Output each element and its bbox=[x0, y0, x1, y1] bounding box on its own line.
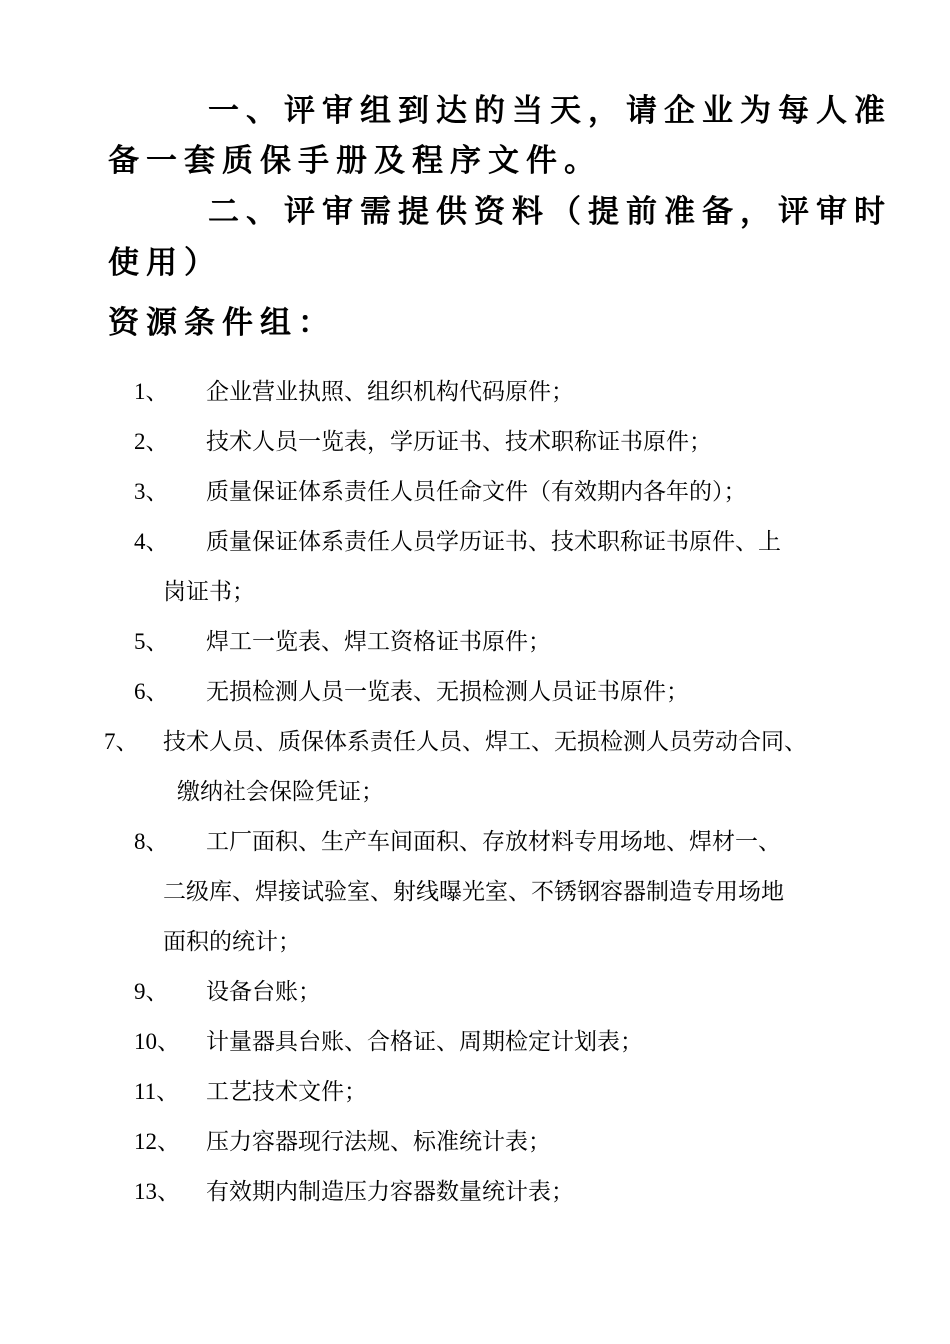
item-text: 质量保证体系责任人员学历证书、技术职称证书原件、上 bbox=[206, 529, 781, 554]
paragraph-1-line-1 bbox=[108, 86, 892, 136]
section-title: 资源条件组： bbox=[108, 305, 336, 341]
item-text: 技术人员、质保体系责任人员、焊工、无损检测人员劳动合同、 bbox=[163, 729, 807, 754]
item-text: 技术人员一览表，学历证书、技术职称证书原件； bbox=[206, 429, 712, 454]
item-number: 1、 bbox=[134, 379, 169, 404]
item-text: 岗证书； bbox=[163, 579, 255, 604]
paragraph-1-line-2: 备一套质保手册及程序文件。 bbox=[108, 143, 602, 179]
item-text: 二级库、焊接试验室、射线曝光室、不锈钢容器制造专用场地 bbox=[163, 879, 784, 904]
item-number: 4、 bbox=[134, 529, 169, 554]
item-number: 3、 bbox=[134, 479, 169, 504]
item-number: 8、 bbox=[134, 829, 169, 854]
item-text: 面积的统计； bbox=[163, 929, 301, 954]
item-text: 设备台账； bbox=[206, 979, 321, 1004]
item-text: 有效期内制造压力容器数量统计表； bbox=[206, 1179, 574, 1204]
item-number: 6、 bbox=[134, 679, 169, 704]
item-text: 工艺技术文件； bbox=[206, 1079, 367, 1104]
item-number: 9、 bbox=[134, 979, 169, 1004]
item-number: 12、 bbox=[134, 1129, 180, 1154]
item-text: 工厂面积、生产车间面积、存放材料专用场地、焊材一、 bbox=[206, 829, 781, 854]
item-number: 5、 bbox=[134, 629, 169, 654]
item-text: 无损检测人员一览表、无损检测人员证书原件； bbox=[206, 679, 689, 704]
item-text: 焊工一览表、焊工资格证书原件； bbox=[206, 629, 551, 654]
item-text: 企业营业执照、组织机构代码原件； bbox=[206, 379, 574, 404]
item-text: 压力容器现行法规、标准统计表； bbox=[206, 1129, 551, 1154]
item-number: 7、 bbox=[104, 729, 139, 754]
paragraph-2-line-1 bbox=[108, 187, 892, 237]
paragraph-1-text: 一、评审组到达的当天，请企业为每人准 bbox=[208, 93, 892, 129]
item-text: 缴纳社会保险凭证； bbox=[177, 779, 384, 804]
item-text: 质量保证体系责任人员任命文件（有效期内各年的）； bbox=[206, 479, 747, 504]
item-number: 13、 bbox=[134, 1179, 180, 1204]
item-number: 10、 bbox=[134, 1029, 180, 1054]
paragraph-2-text: 二、评审需提供资料（提前准备，评审时 bbox=[208, 194, 892, 230]
item-number: 11、 bbox=[134, 1079, 180, 1104]
paragraph-2-line-2: 使用） bbox=[108, 245, 222, 281]
item-number: 2、 bbox=[134, 429, 169, 454]
item-text: 计量器具台账、合格证、周期检定计划表； bbox=[206, 1029, 643, 1054]
